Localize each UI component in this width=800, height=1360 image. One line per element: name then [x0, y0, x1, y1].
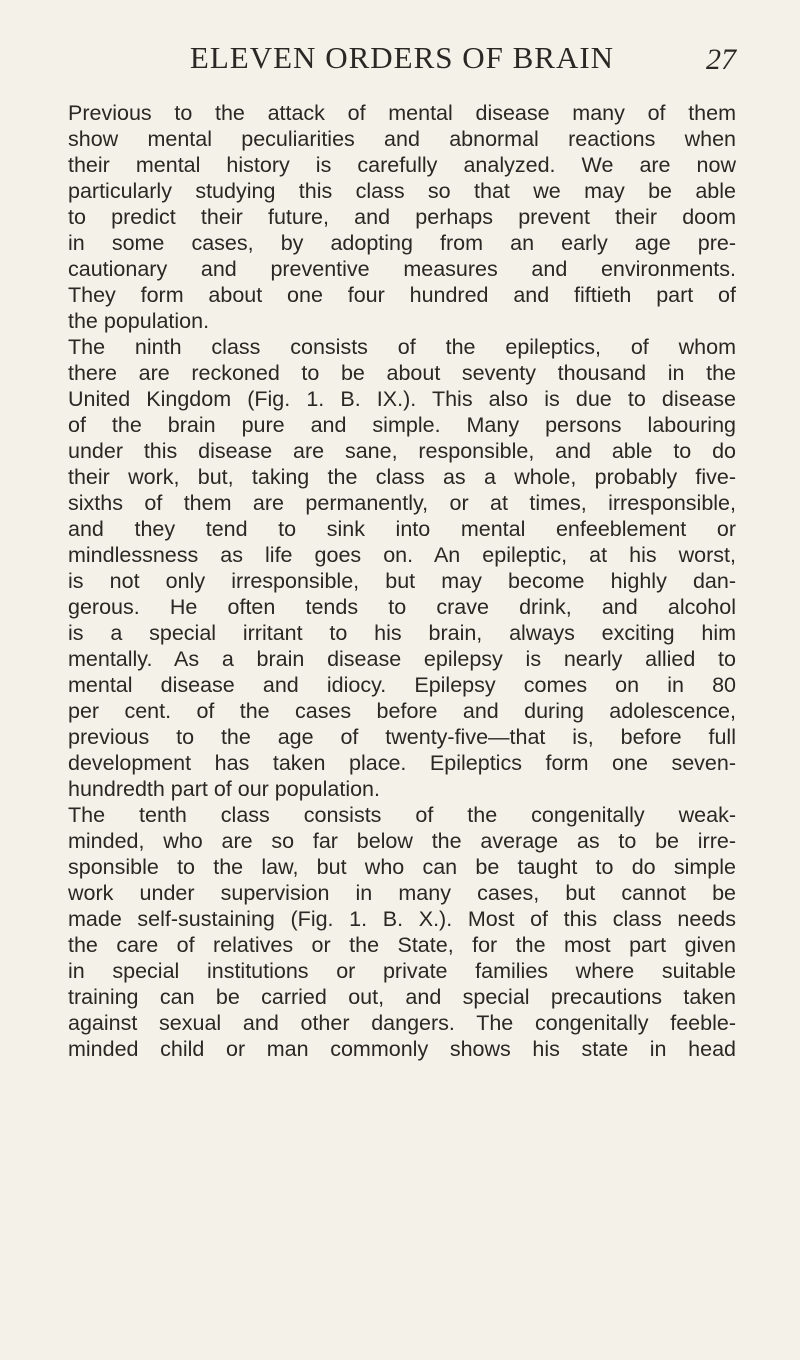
text-line: particularly studying this class so that we may be able [68, 179, 736, 203]
text-line: there are reckoned to be about seventy thousand in the [68, 361, 736, 385]
text-line: in special institutions or private families where suitable [68, 959, 736, 983]
text-line: They form about one four hundred and fiftieth part of [68, 283, 736, 307]
text-line: is a special irritant to his brain, always exciting him [68, 621, 736, 645]
text-line: gerous. He often tends to crave drink, and alcohol [68, 595, 736, 619]
text-line: training can be carried out, and special precautions taken [68, 985, 736, 1009]
text-line: work under supervision in many cases, but cannot be [68, 881, 736, 905]
page-title: ELEVEN ORDERS OF BRAIN [189, 40, 615, 75]
text-line: show mental peculiarities and abnormal reactions when [68, 127, 736, 151]
text-line: mental disease and idiocy. Epilepsy comes on in 80 [68, 673, 736, 697]
text-line: the population. [68, 309, 210, 333]
text-line: against sexual and other dangers. The congenitally feeble- [68, 1011, 736, 1035]
text-line: and they tend to sink into mental enfeeblement or [68, 517, 736, 541]
text-line: minded child or man commonly shows his state in head [68, 1037, 736, 1061]
text-line: of the brain pure and simple. Many persons labouring [68, 413, 736, 437]
running-head [68, 38, 736, 78]
text-line: sponsible to the law, but who can be taught to do simple [68, 855, 736, 879]
text-line: under this disease are sane, responsible, and able to do [68, 439, 736, 463]
text-line: The ninth class consists of the epileptics, of whom [68, 335, 736, 359]
text-line: sixths of them are permanently, or at times, irresponsible, [68, 491, 736, 515]
text-line: mindlessness as life goes on. An epileptic, at his worst, [68, 543, 736, 567]
text-line: the care of relatives or the State, for the most part given [68, 933, 736, 957]
text-line: development has taken place. Epileptics form one seven- [68, 751, 736, 775]
text-line: hundredth part of our population. [68, 777, 380, 801]
text-line: cautionary and preventive measures and environments. [68, 257, 736, 281]
text-line: mentally. As a brain disease epilepsy is nearly allied to [68, 647, 736, 671]
text-line: their work, but, taking the class as a whole, probably five- [68, 465, 736, 489]
text-line: United Kingdom (Fig. 1. B. IX.). This also is due to disease [68, 387, 736, 411]
text-line: in some cases, by adopting from an early age pre- [68, 231, 736, 255]
text-line: per cent. of the cases before and during adolescence, [68, 699, 736, 723]
text-line: minded, who are so far below the average as to be irre- [68, 829, 736, 853]
page-number: 27 [706, 43, 736, 76]
text-line: made self-sustaining (Fig. 1. B. X.). Most of this class needs [68, 907, 736, 931]
body-text [68, 100, 736, 1062]
text-line: previous to the age of twenty-five—that is, before full [68, 725, 736, 749]
text-line: to predict their future, and perhaps prevent their doom [68, 205, 736, 229]
text-line: Previous to the attack of mental disease many of them [68, 101, 736, 125]
text-line: their mental history is carefully analyzed. We are now [68, 153, 736, 177]
text-line: The tenth class consists of the congenitally weak- [68, 803, 736, 827]
text-line: is not only irresponsible, but may become highly dan- [68, 569, 736, 593]
